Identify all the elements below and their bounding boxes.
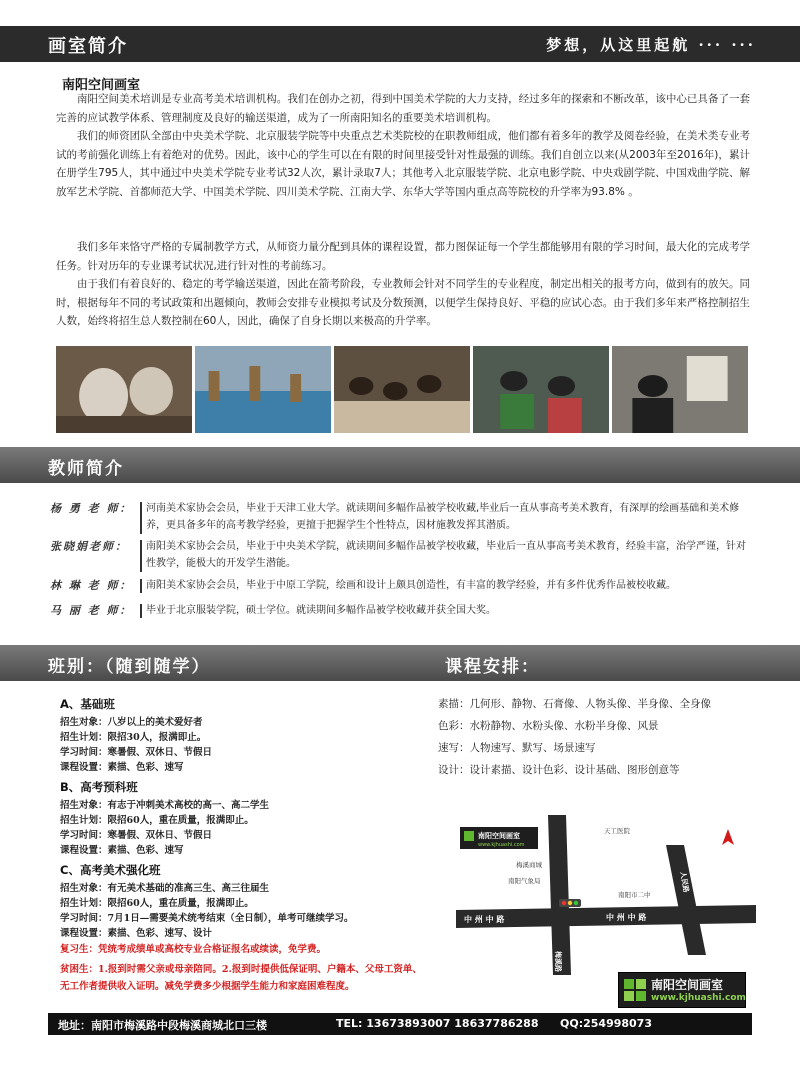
map-road-renmin-label: 人民路: [678, 871, 691, 894]
teacher-name: 张晓娟老师：: [50, 540, 128, 553]
teacher-desc: 毕业于北京服装学院，硕士学位。就读期间多幅作品被学校收藏并获全国大奖。: [146, 605, 496, 616]
photo-class-portrait: [473, 346, 609, 433]
logo-name: 南阳空间画室: [651, 978, 724, 992]
class-a-line: 招生对象：八岁以上的美术爱好者: [60, 717, 203, 728]
class-b-line: 课程设置：素描、色彩、速写: [60, 845, 184, 856]
teacher-item: [50, 500, 760, 536]
road-renmin: [666, 845, 706, 955]
north-arrow-icon: [722, 829, 734, 845]
course-design: 设计：设计素描、设计色彩、设计基础、图形创意等: [438, 764, 680, 776]
class-c-title: C、高考美术强化班: [60, 863, 161, 877]
classes-section-title: 班别：（随到随学）: [48, 657, 211, 677]
footer-qq: QQ:254998073: [560, 1017, 652, 1030]
teacher-item: [50, 538, 760, 574]
course-color: 色彩：水粉静物、水粉头像、水粉半身像、风景: [438, 720, 659, 732]
intro-banner: [0, 26, 800, 62]
slogan: 梦想，从这里起航 ··· ···: [546, 36, 756, 54]
teacher-divider: [140, 579, 142, 593]
class-c-line: 课程设置：素描、色彩、速写、设计: [60, 928, 213, 939]
intro-paragraph-3: 我们多年来恪守严格的专属制教学方式，从师资力量分配到具体的课程设置，都力图保证每一个学生都能够用有限的学习时间，最大化的完成考学任务。针对历年的专业课考试状况,进行针对性的考前练习。: [56, 241, 750, 272]
map-studio-url: www.kjhuashi.com: [478, 842, 525, 848]
studio-name: 南阳空间画室: [62, 78, 141, 93]
teacher-desc: 南阳美术家协会会员，毕业于中央美术学院，就读期间多幅作品被学校收藏，毕业后一直从事高考美术教育，经验丰富，治学严谨，针对性教学，能极大的开发学生潜能。: [146, 541, 746, 569]
note-repeat-students: 复习生：凭统考成绩单或高校专业合格证报名或续读，免学费。: [60, 944, 327, 955]
map-label-weather: 南阳气象局: [508, 877, 541, 885]
teacher-desc: 南阳美术家协会会员，毕业于中原工学院，绘画和设计上颇具创造性，有丰富的教学经验，并有多件优秀作品被校收藏。: [146, 580, 676, 591]
map-label-market: 梅溪商城: [516, 861, 542, 869]
classes-banner: [0, 645, 800, 681]
course-quick-sketch: 速写：人物速写、默写、场景速写: [438, 742, 596, 754]
intro-paragraph-1: 南阳空间美术培训是专业高考美术培训机构。我们在创办之初，得到中国美术学院的大力支持，经过多年的探索和不断改革，该中心已具备了一套完善的应试教学体系、管理制度及良好的输送渠道，成为了一所南阳知名的重要美术培训机构。: [56, 93, 750, 124]
teacher-item: [50, 577, 760, 595]
note-poor-students: 贫困生：1.报到时需父亲或母亲陪同。2.报到时提供低保证明、户籍本、父母工资单、无工作者提供收入证明。减免学费多少根据学生能力和家庭困难程度。: [60, 964, 422, 992]
class-a-title: A、基础班: [60, 697, 115, 711]
map-road-main-label: 中 州 中 路: [464, 915, 505, 924]
studio-logo: [618, 972, 746, 1008]
teachers-banner: [0, 447, 800, 483]
teacher-name: 林 琳 老 师：: [50, 579, 133, 592]
footer-tel: TEL: 13673893007 18637786288: [336, 1017, 539, 1030]
photo-strip: [56, 346, 748, 433]
teacher-name: 杨 勇 老 师：: [50, 502, 133, 515]
teacher-item: [50, 602, 760, 620]
class-b-line: 学习时间：寒暑假、双休日、节假日: [60, 830, 213, 841]
location-map: [456, 815, 756, 975]
map-studio-label: 南阳空间画室: [478, 832, 520, 840]
teacher-divider: [140, 604, 142, 618]
photo-class-drawing: [334, 346, 470, 433]
class-b-title: B、高考预科班: [60, 780, 138, 794]
courses-section-title: 课程安排：: [445, 657, 540, 677]
course-sketch: 素描：几何形、静物、石膏像、人物头像、半身像、全身像: [438, 698, 711, 710]
teachers-section-title: 教师简介: [48, 459, 124, 479]
logo-url: www.kjhuashi.com: [651, 993, 746, 1003]
footer-address: 地址：南阳市梅溪路中段梅溪商城北口三楼: [58, 1019, 267, 1032]
contact-footer: [48, 1013, 752, 1035]
teacher-divider: [140, 540, 142, 572]
class-c-line: 招生计划：限招60人，重在质量，报满即止。: [60, 898, 254, 909]
teacher-name: 马 丽 老 师：: [50, 604, 133, 617]
photo-studio-floor: [195, 346, 331, 433]
class-a-line: 课程设置：素描、色彩、速写: [60, 762, 184, 773]
photo-teacher-demo: [612, 346, 748, 433]
class-b-line: 招生对象：有志于冲刺美术高校的高一、高二学生: [60, 800, 270, 811]
intro-section-title: 画室简介: [48, 36, 128, 57]
map-label-school: 南阳市二中: [618, 891, 651, 899]
class-c-line: 招生对象：有无美术基础的准高三生、高三往届生: [60, 883, 270, 894]
intro-paragraph-2: 我们的师资团队全部由中央美术学院、北京服装学院等中央重点艺术类院校的在职教师组成，他们都有着多年的教学及阅卷经验，在美术类专业考试的考前强化训练上有着绝对的优势。因此，该中心的学生可以在有限的时间里接受针对性最强的训练。我们自创立以来(从2003年至2016年)，累计在册学生795人，其中通过中央美术学院专业考试32人次，累计录取7人；其他考入北京服装学院、北京电影学院、中央戏剧学院、中国戏曲学院、解放军艺术学院、首都师范大学、中国美术学院、四川美术学院、江南大学、东华大学等国内重点高等院校的升学率为93.8% 。: [56, 130, 750, 198]
teacher-desc: 河南美术家协会会员，毕业于天津工业大学。就读期间多幅作品被学校收藏,毕业后一直从事高考美术教育，有深厚的绘画基础和美术修养，更具备多年的高考教学经验，更擅于把握学生个性特点，因材施教发挥其潜质。: [146, 503, 740, 531]
logo-icon: [624, 979, 646, 1001]
map-road-meixi-label: 梅溪路: [554, 951, 562, 972]
map-label-tiangong: 天工医院: [604, 827, 630, 835]
map-road-main-right-label: 中 州 中 路: [606, 913, 647, 922]
class-c-line: 学习时间：7月1日—需要美术统考结束（全日制），单考可继续学习。: [60, 913, 354, 924]
intro-paragraph-4: 由于我们有着良好的、稳定的考学输送渠道，因此在箭考阶段，专业教师会针对不同学生的专业程度，制定出相关的报考方向，做到有的放矢。同时，根据每年不同的考试政策和出题倾向，教师会安排专业模拟考试及分数预测，以便学生保持良好、平稳的应试心态。由于我们多年来严格控制招生人数，始终将招生总人数控制在60人，因此，确保了自身长期以来极高的升学率。: [56, 278, 750, 327]
photo-plaster-casts: [56, 346, 192, 433]
class-a-line: 招生计划：限招30人，报满即止。: [60, 732, 207, 743]
teacher-divider: [140, 502, 142, 534]
class-b-line: 招生计划：限招60人，重在质量，报满即止。: [60, 815, 254, 826]
class-a-line: 学习时间：寒暑假、双休日、节假日: [60, 747, 213, 758]
